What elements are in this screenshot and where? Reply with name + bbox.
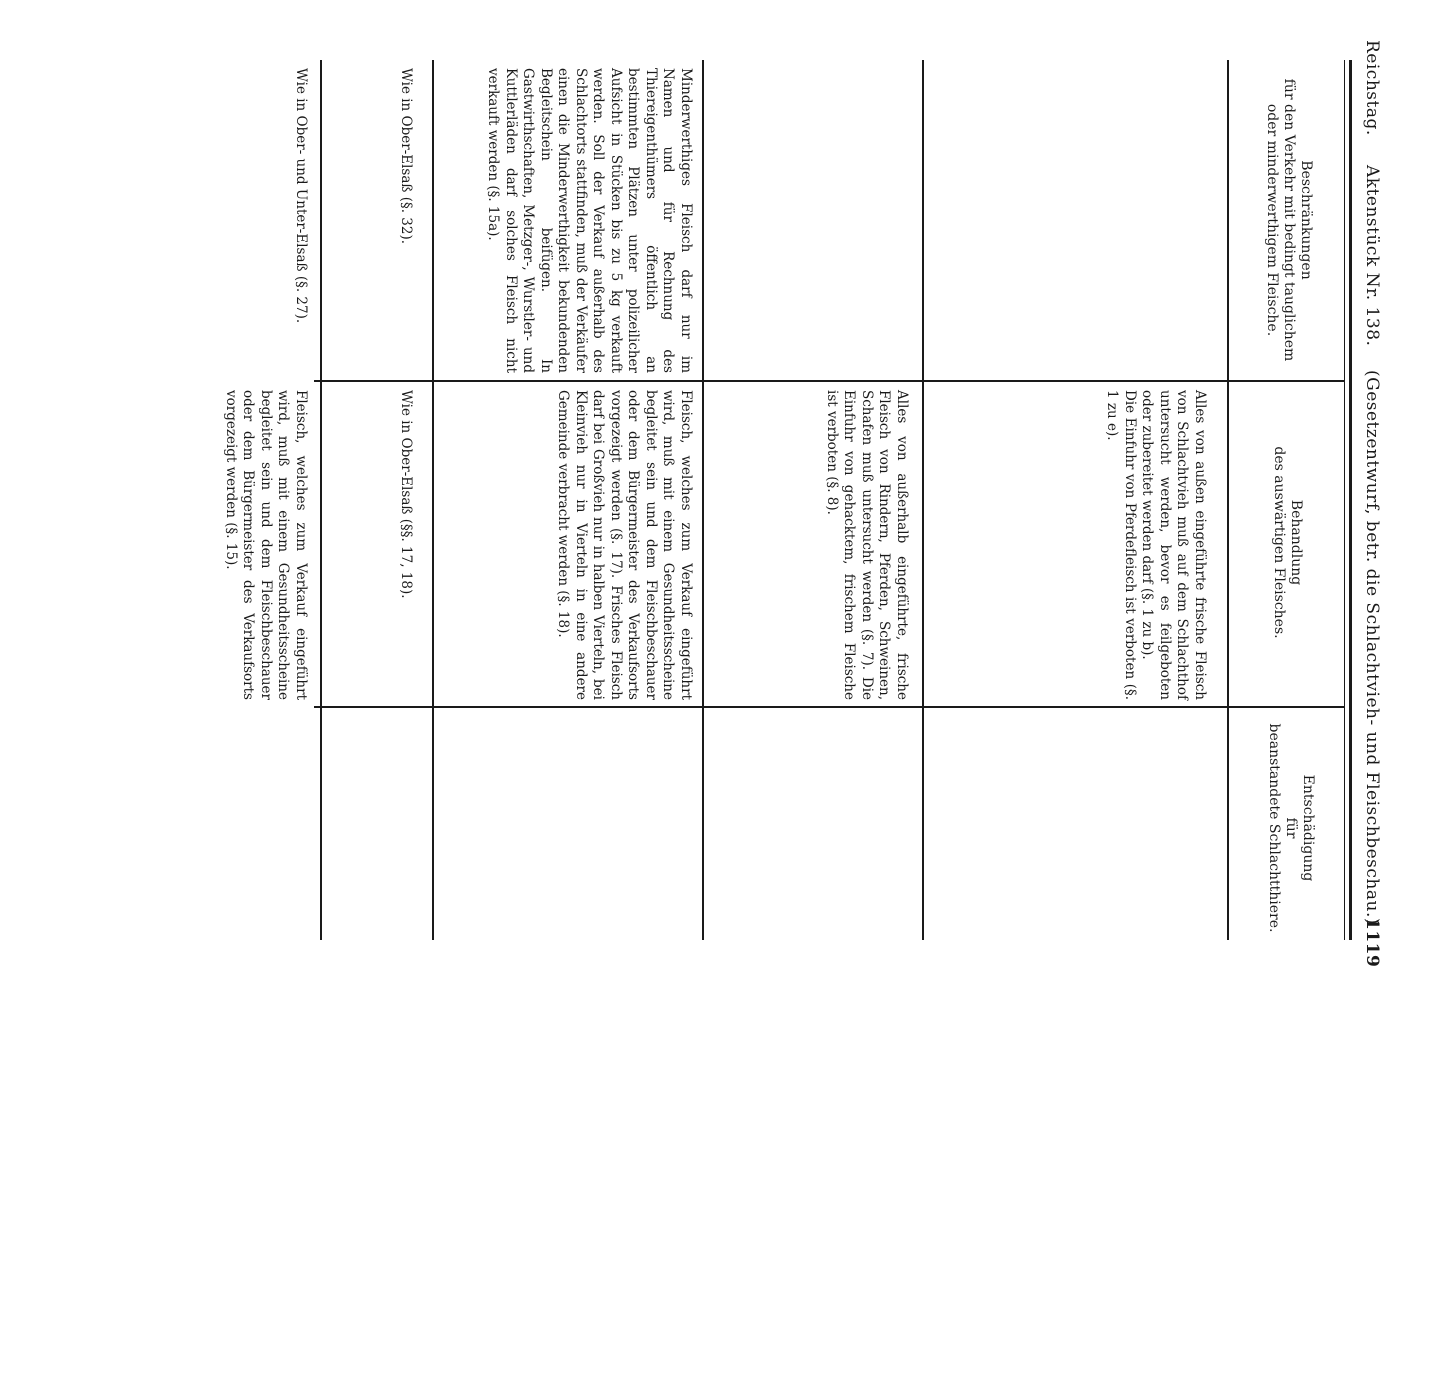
column-divider-1 <box>314 380 1344 382</box>
row-3-restrictions: Minderwerthiges Fleisch darf nur im Namen und für Rechnung des Thiereigenthümers öffentlich an bestimmten Plätzen unter polizeilicher Aufsicht in Stücken bis zu 5 kg verkauft werden. Soll der Verkauf außerhalb des Schlachtorts stattfinden, muß der Verkäufer einen die Minderwerthigkeit bekundenden Begleitschein beifügen. In Gastwirthschaften, Metzger-, Wurstler- und Kuttlerläden darf solches Fleisch nicht verkauft werden (§. 15a). <box>485 68 694 373</box>
row-5-treatment: Fleisch, welches zum Verkauf eingeführt wird, muß mit einem Gesundheitsscheine begleitet sein und dem Fleischbeschauer oder dem Bürgermeister des Verkaufsorts vorgezeigt werden (§. 15). <box>223 390 309 700</box>
page-header <box>1358 40 1382 968</box>
header-rule-thin <box>1344 60 1345 940</box>
row-3-treatment: Fleisch, welches zum Verkauf eingeführt wird, muß mit einem Gesundheitsscheine begleitet sein und dem Fleischbeschauer oder dem Bürgermeister des Verkaufsorts vorgezeigt werden (§. 17). Frisches Fleisch darf bei Großvieh nur in halben Vierteln, bei Kleinvieh nur in Vierteln in eine andere Gemeinde verbracht werden (§. 18). <box>555 390 694 700</box>
header-center: Aktenstück Nr. 138. <box>1362 165 1382 347</box>
heading-restrictions: Beschränkungen für den Verkehr mit bedingt tauglichem oder minderwerthigem Fleische. <box>1264 78 1314 362</box>
header-rule-thick <box>1349 60 1352 940</box>
header-title: (Gesetzentwurf, betr. die Schlachtvieh- und Fleischbeschau.) <box>1362 370 1382 925</box>
row-4-treatment: Wie in Ober-Elsaß (§§. 17, 18). <box>398 390 414 599</box>
row-divider-4 <box>320 60 322 940</box>
column-heading-rule <box>1227 60 1229 940</box>
row-1-treatment: Alles von außen eingeführte frische Fleisch von Schlachtvieh muß auf dem Schlachthof untersucht werden, bevor es feilgeboten oder zubereitet werden darf (§. 1 zu b). Die Einfuhr von Pferdefleisch ist verboten (§. 1 zu e). <box>1104 390 1208 700</box>
row-divider-3 <box>432 60 434 940</box>
header-left: Reichstag. <box>1362 40 1382 136</box>
row-divider-1 <box>922 60 924 940</box>
row-divider-2 <box>702 60 704 940</box>
row-4-restrictions: Wie in Ober-Elsaß (§. 32). <box>398 68 414 245</box>
heading-compensation: Entschädigung für beanstandete Schlachtthiere. <box>1266 723 1316 933</box>
column-divider-2 <box>314 706 1344 708</box>
digitization-note <box>0 992 4 1392</box>
page-number: 1119 <box>1362 918 1382 968</box>
row-2-treatment: Alles von außerhalb eingeführte, frische Fleisch von Rindern, Pferden, Schweinen, Schafen muß untersucht werden (§. 7). Die Einfuhr von gehacktem, frischem Fleische ist verboten (§. 8). <box>824 390 910 700</box>
heading-treatment: Behandlung des auswärtigen Fleisches. <box>1271 446 1304 639</box>
row-5-restrictions: Wie in Ober- und Unter-Elsaß (§. 27). <box>293 68 309 324</box>
